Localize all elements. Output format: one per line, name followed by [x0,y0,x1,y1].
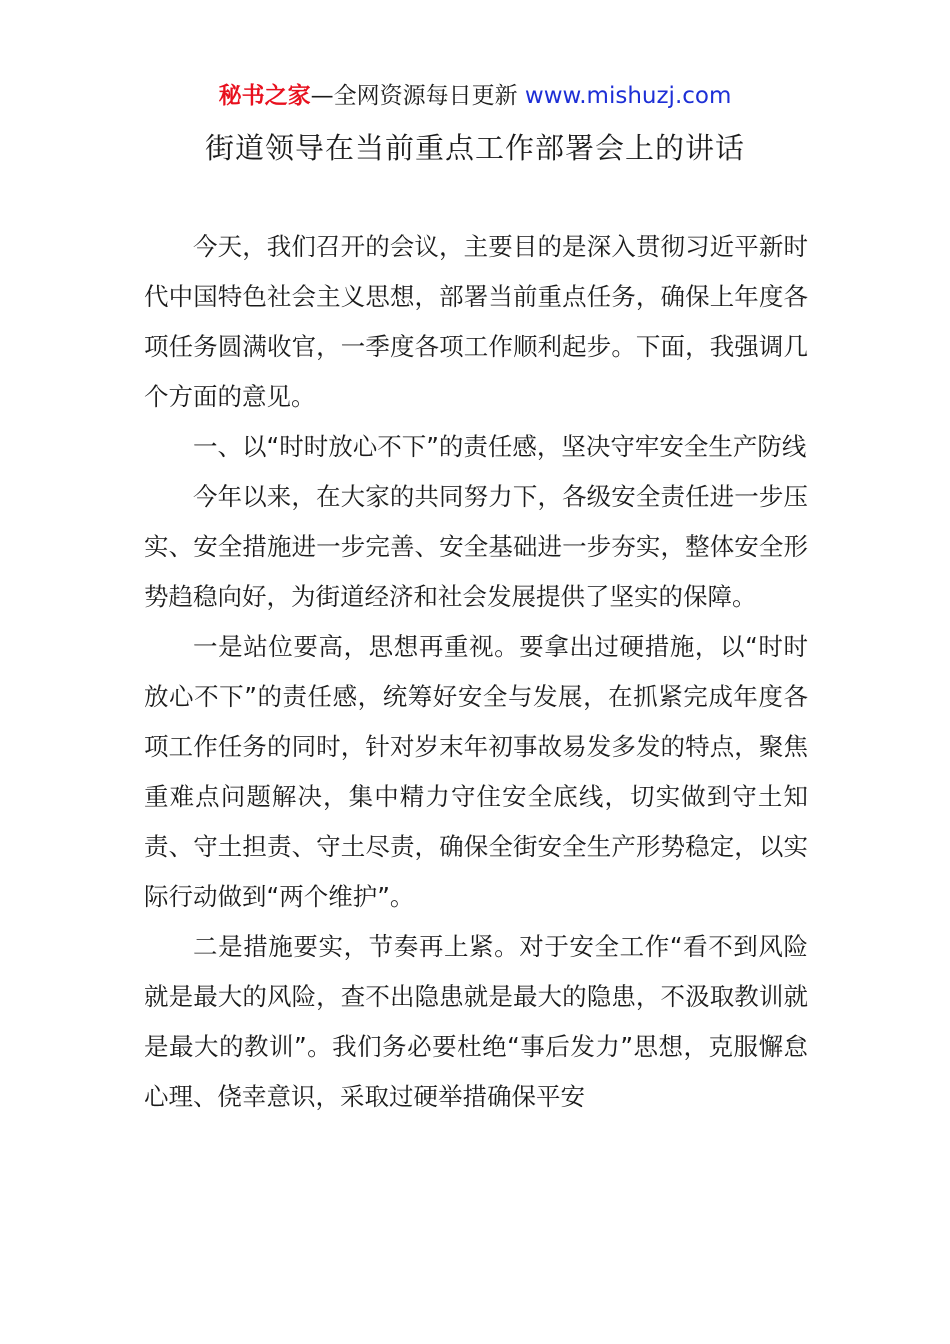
paragraph-point-1: 一是站位要高，思想再重视。要拿出过硬措施，以“时时放心不下”的责任感，统筹好安全与发展，在抓紧完成年度各项工作任务的同时，针对岁末年初事故易发多发的特点，聚焦重难点问题解决，集中精力守住安全底线，切实做到守土知责、守土担责、守土尽责，确保全街安全生产形势稳定，以实际行动做到“两个维护”。 [144,632,808,911]
paragraph-point-2: 二是措施要实，节奏再上紧。对于安全工作“看不到风险就是最大的风险，查不出隐患就是最大的隐患，不汲取教训就是最大的教训”。我们务必要杜绝“事后发力”思想，克服懈怠心理、侥幸意识，采取过硬举措确保平安 [144,932,808,1111]
site-brand: 秘书之家 [218,83,311,109]
document-title: 街道领导在当前重点工作部署会上的讲话 [204,131,745,165]
paragraph-overview: 今年以来，在大家的共同努力下，各级安全责任进一步压实、安全措施进一步完善、安全基础进一步夯实，整体安全形势趋稳向好，为街道经济和社会发展提供了坚实的保障。 [144,482,808,611]
site-header [0,80,950,112]
site-url-link[interactable]: www.mishuzj.com [524,83,732,109]
paragraph-intro: 今天，我们召开的会议，主要目的是深入贯彻习近平新时代中国特色社会主义思想，部署当前重点任务，确保上年度各项任务圆满收官，一季度各项工作顺利起步。下面，我强调几个方面的意见。 [144,232,808,411]
section-heading-1: 一、以“时时放心不下”的责任感，坚决守牢安全生产防线 [193,432,807,461]
site-tagline: —全网资源每日更新 [310,83,518,109]
document-body [144,222,808,1122]
